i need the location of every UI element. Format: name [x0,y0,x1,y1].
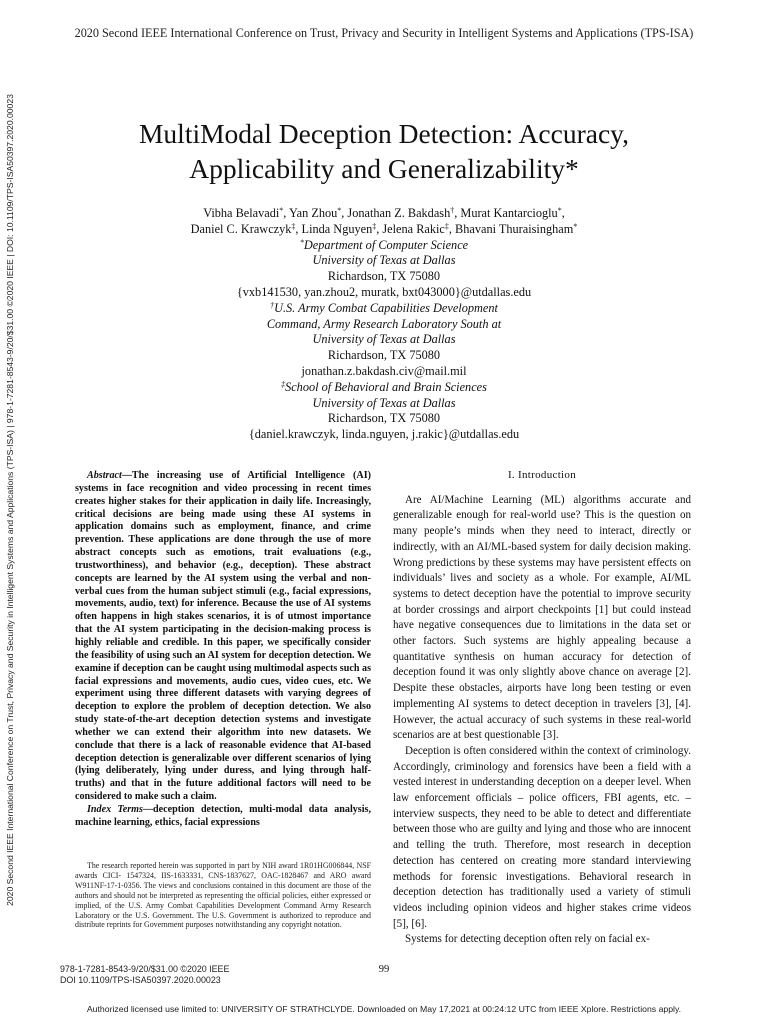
affiliation-email: {vxb141530, yan.zhou2, muratk, bxt043000}@utdallas.edu [236,284,532,299]
abstract-text: —The increasing use of Artificial Intelligence (AI) systems in face recognition and video processing in recent times creates higher stakes for their application in daily life. Increasingly, critical decisions are being made using these AI systems in application domains such as employment, finance, and crime prevention. These applications are done through the use of more abstract concepts such as emotions, trait evaluations (e.g., trustworthiness), and behavior (e.g., deception). These abstract concepts are learned by the AI system using the verbal and non-verbal cues from the human subject stimuli (e.g., facial expressions, movements, audio, text) for inference. Because the use of AI systems often happens in high stakes scenarios, it is of utmost importance that the AI system participating in the decision-making process is highly reliable and credible. In this paper, we specifically consider the feasibility of using such an AI system for deception detection. We examine if deception can be caught using multimodal aspects such as facial expressions and movements, audio cues, video cues, etc. We experiment using three different datasets with varying degrees of deception to explore the problem of deception detection. We also study state-of-the-art deception detection systems and investigate whether we can extend their algorithm into new datasets. We conclude that there is a lack of reasonable evidence that AI-based deception detection is generalizable over different scenarios of lying (lying deliberately, lying under duress, and lying through half-truths) and that in the future additional factors will need to be considered to make such a claim. [75,470,371,803]
affiliation-mark: * [279,206,284,215]
right-column [393,468,691,948]
affiliation-mark: * [573,221,578,231]
affiliation-mark: * [337,206,342,215]
paper-title [60,116,708,186]
author-line-1 [80,206,688,222]
author-name: , Bhavani Thuraisingham [448,221,574,236]
affiliation-mark: ‡ [372,221,377,231]
affiliation-email: {daniel.krawczyk, linda.nguyen, j.rakic}@utdallas.edu [248,427,520,442]
title-line-1: MultiModal Deception Detection: Accuracy, [138,118,629,149]
doi-line: DOI 10.1109/TPS-ISA50397.2020.00023 [60,975,221,985]
page-number: 99 [378,964,390,975]
affiliation-text: Department of Computer Science [303,237,469,252]
affiliation-org [80,301,688,317]
affiliation-univ: University of Texas at Dallas [312,253,456,268]
author-block [80,206,688,443]
affiliation-mark: † [450,206,455,215]
affiliation-city: Richardson, TX 75080 [327,411,441,426]
left-column [75,470,371,830]
affiliation-mark: † [270,300,275,310]
index-terms-lead: Index Terms [87,803,143,815]
side-strip-citation: 2020 Second IEEE International Conference on Trust, Privacy and Security in Intelligent Systems and Applications (TPS-ISA) | 978-1-7281-8543-9/20/$31.00 ©2020 IEEE | DOI: 10.1109/TPS-ISA50397.2020.00023 [5,94,15,906]
abstract-lead: Abstract [87,470,122,481]
affiliation-mark: ‡ [444,221,449,231]
funding-footnote [75,861,371,930]
author-name: , Jonathan Z. Bakdash [341,206,451,220]
intro-paragraph-1: Are AI/Machine Learning (ML) algorithms accurate and generalizable enough for real-world use? This is the question on many people’s minds when they need to interact, directly or indirectly, with an AI/ML-based system for daily decision making. Wrong predictions by these systems may have persistent effects on individuals’ lives and society as a whole. For example, AI/ML systems to detect deception have the potential to improve security at border crossings and airport checkpoints [1] but could instead have negative consequences due to limitations in the data set or other factors. Such systems are highly appealing because a quantitative synthesis on human accuracy for detection of deception found it was only slightly above chance on average [2]. Despite these obstacles, airports have long been testing or even implementing AI systems to detect deception in travelers [3], [4]. However, the actual accuracy of such systems in these real-world scenarios are at best questionable [3]. [393,493,691,742]
affiliation-univ: University of Texas at Dallas [312,395,456,410]
author-name: , Murat Kantarcioglu [454,206,558,220]
author-name: Daniel C. Krawczyk [190,221,292,236]
affiliation-dept [80,238,688,254]
affiliation-mark: ‡ [281,379,286,389]
affiliation-city: Richardson, TX 75080 [327,348,441,363]
index-terms-text: —deception detection, multi-modal data analysis, machine learning, ethics, facial expressions [75,803,371,828]
affiliation-mark: * [299,237,304,247]
title-line-2: Applicability and Generalizability* [189,153,579,184]
index-terms [75,804,371,830]
affiliation-text: School of Behavioral and Brain Sciences [285,379,487,394]
abstract [75,470,371,804]
intro-paragraph-2: Deception is often considered within the context of criminology. Accordingly, criminology and forensics have been a field with a vested interest in understanding deception on a deeper level. When law enforcement officials – police officers, FBI agents, etc. – interview suspects, they need to be able to detect and differentiate between those who are guilty and lying and those who are innocent and telling the truth. Therefore, most research in deception detection has centered on creating more standard interviewing methods for forensic investigations. Behavioral research in deception detection has traditionally used a variety of stimuli videos including opinion videos and higher stakes crime videos [5], [6]. [393,744,691,930]
intro-paragraph-3: Systems for detecting deception often rely on facial ex- [405,933,650,946]
author-line-2 [80,222,688,238]
author-name: , Linda Nguyen [295,221,373,236]
affiliation-email: jonathan.z.bakdash.civ@mail.mil [301,363,467,378]
affiliation-school [80,380,688,396]
isbn-line: 978-1-7281-8543-9/20/$31.00 ©2020 IEEE [60,964,230,974]
license-notice: Authorized licensed use limited to: UNIVERSITY OF STRATHCLYDE. Downloaded on May 17,2021 at 00:24:12 UTC from IEEE Xplore. Restrictions apply. [86,1004,682,1014]
author-separator: , [561,206,565,220]
footnote-text: The research reported herein was supported in part by NIH award 1R01HG006844, NSF awards CICI- 1547324, IIS-1633331, CNS-1837627, OAC-1828467 and ARO award W911NF-17-1-0356. The views and conclusions contained in this document are those of the authors and should not be interpreted as representing the official policies, either expressed or implied, of the U.S. Army Combat Capabilities Development Command Army Research Laboratory or the U.S. Government. The U.S. Government is authorized to reproduce and distribute reprints for Government purposes notwithstanding any copyright notation. [75,861,371,930]
affiliation-org: Command, Army Research Laboratory South at [266,316,502,331]
author-name: , Jelena Rakic [376,221,445,236]
author-name: Vibha Belavadi [203,206,280,220]
affiliation-mark: ‡ [291,221,296,231]
author-name: , Yan Zhou [283,206,338,220]
running-header: 2020 Second IEEE International Conference on Trust, Privacy and Security in Intelligent Systems and Applications (TPS-ISA) [74,26,694,40]
affiliation-city: Richardson, TX 75080 [327,269,441,284]
section-heading-introduction: I. Introduction [507,469,577,481]
affiliation-mark: * [557,206,562,215]
affiliation-univ: University of Texas at Dallas [312,332,456,347]
affiliation-text: U.S. Army Combat Capabilities Development [274,300,498,315]
